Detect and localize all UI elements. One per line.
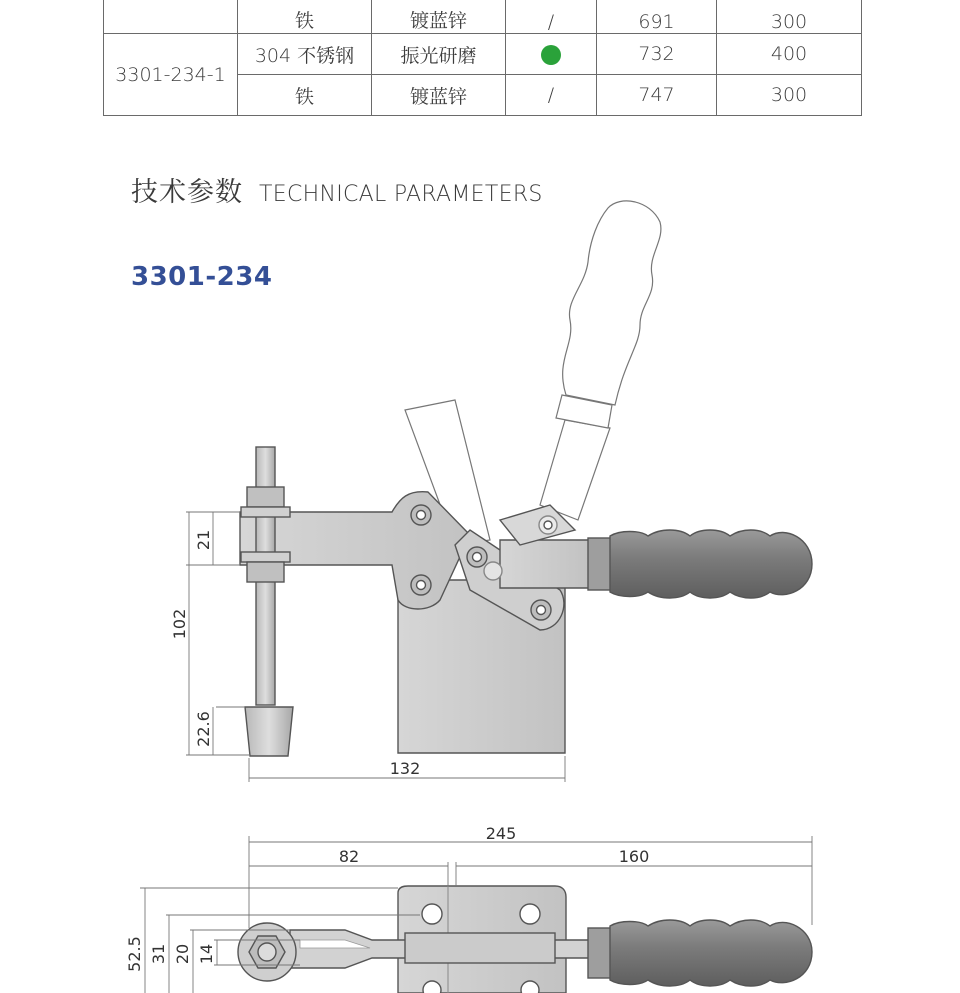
finish-cell: 振光研磨	[372, 34, 506, 75]
value1-cell: 732	[597, 34, 717, 75]
spindle-tip	[245, 707, 293, 756]
mark-cell: /	[506, 75, 597, 116]
model-title: 3301-234	[131, 262, 273, 292]
mark-cell: /	[506, 0, 597, 34]
section-heading-en: TECHNICAL PARAMETERS	[259, 182, 543, 207]
dim-132-label: 132	[389, 759, 421, 778]
side-view-drawing	[186, 201, 812, 782]
value2-cell: 400	[717, 34, 862, 75]
open-handle-ghost	[405, 201, 661, 545]
material-cell: 铁	[238, 75, 372, 116]
dim-102-label: 102	[170, 608, 189, 640]
value1-cell: 747	[597, 75, 717, 116]
dim-82-label: 82	[338, 847, 360, 866]
finish-cell: 镀蓝锌	[372, 75, 506, 116]
material-cell: 铁	[238, 0, 372, 34]
dim-22-6-label: 22.6	[194, 711, 213, 747]
value1-cell: 691	[597, 0, 717, 34]
dim-21-label: 21	[194, 529, 213, 551]
model-cell: 3301-234-1	[104, 34, 238, 116]
dim-31-label: 31	[149, 943, 168, 965]
value2-cell: 300	[717, 75, 862, 116]
handle-grip	[610, 530, 812, 598]
section-heading-cn: 技术参数	[131, 177, 243, 208]
dim-14-label: 14	[197, 943, 216, 965]
dim-160-label: 160	[618, 847, 650, 866]
top-view-drawing	[140, 836, 812, 993]
dim-20-label: 20	[173, 943, 192, 965]
handle-shank	[500, 540, 590, 588]
finish-cell: 镀蓝锌	[372, 0, 506, 34]
top-handle-grip	[610, 920, 812, 986]
value2-cell: 300	[717, 0, 862, 34]
dim-52-5-label: 52.5	[125, 936, 144, 972]
material-cell: 304 不锈钢	[238, 34, 372, 75]
dim-245-label: 245	[485, 824, 517, 843]
